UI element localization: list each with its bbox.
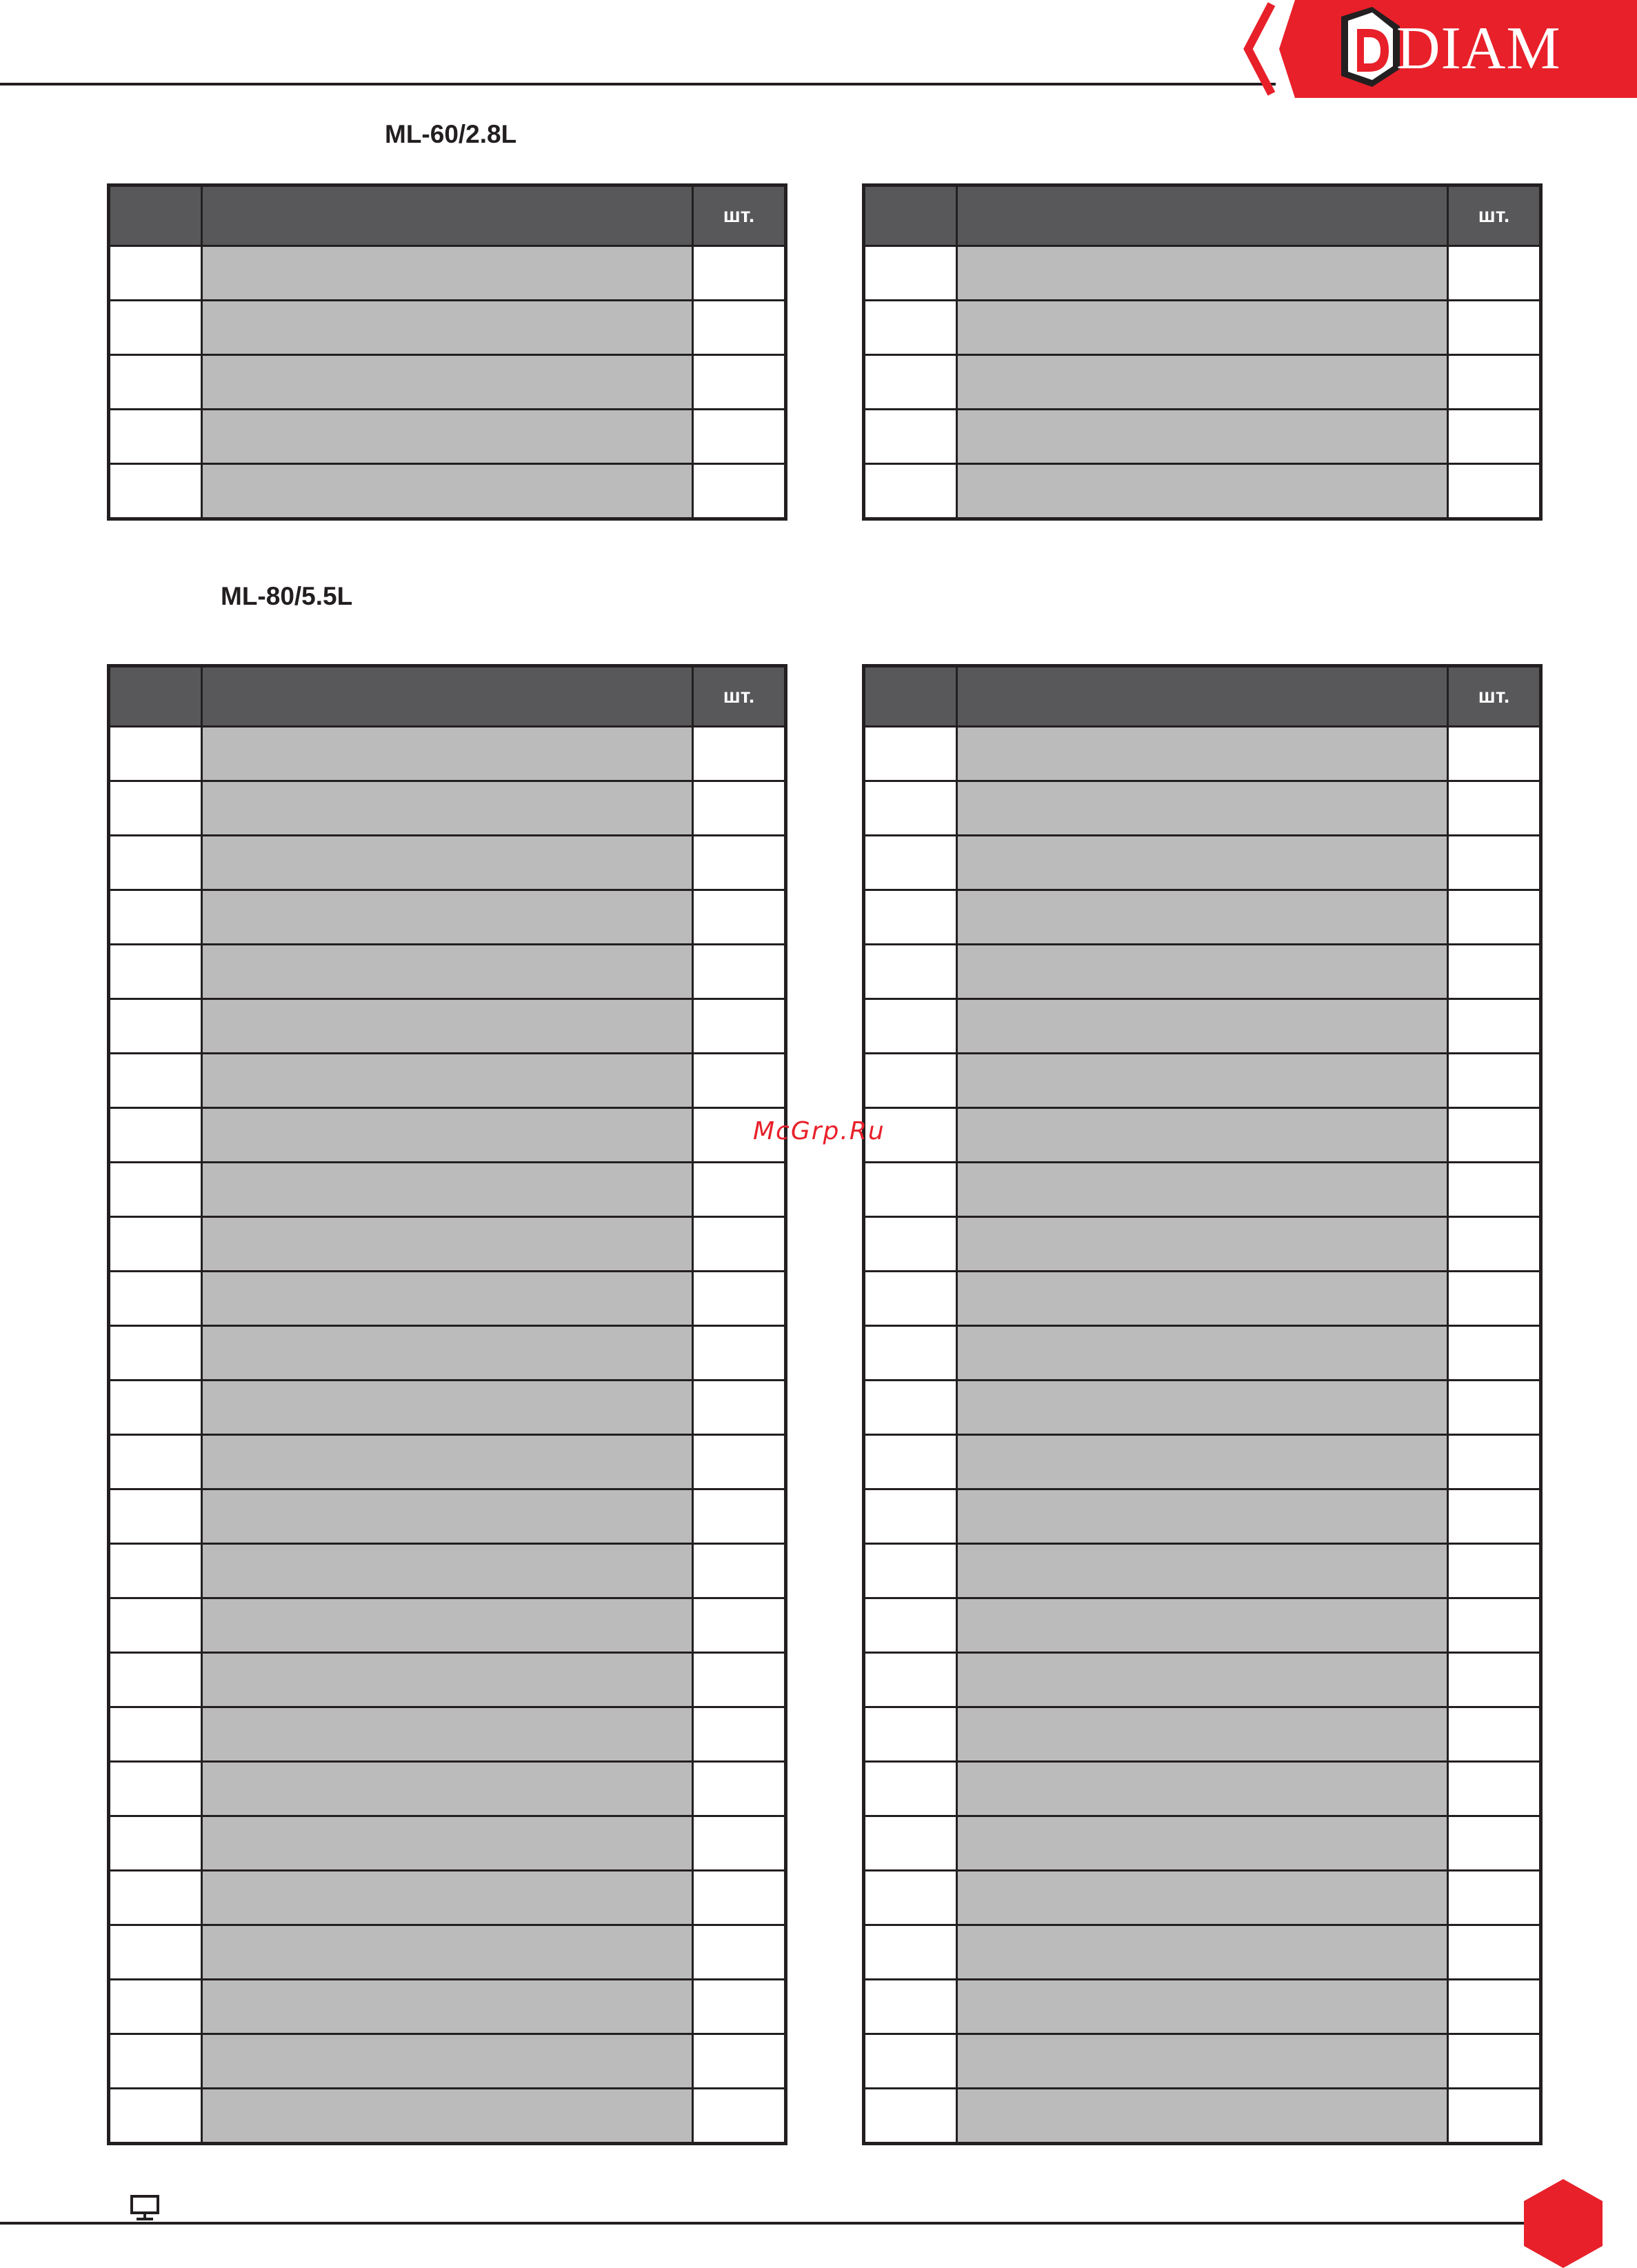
row-number-cell [109, 246, 202, 301]
table-row [864, 1871, 1541, 1925]
description-cell [202, 1272, 693, 1326]
quantity-cell [693, 945, 786, 999]
quantity-cell [1448, 1925, 1541, 1980]
description-cell [202, 1762, 693, 1816]
quantity-cell [693, 1272, 786, 1326]
parts-table-ml80-right [862, 664, 1543, 2145]
row-number-cell [864, 890, 957, 945]
description-cell [957, 355, 1448, 410]
row-number-cell [109, 727, 202, 781]
quantity-cell [693, 1653, 786, 1707]
row-number-cell [109, 1598, 202, 1653]
table-row [109, 890, 786, 945]
table-row [109, 1925, 786, 1980]
row-number-cell [109, 1326, 202, 1381]
quantity-cell [1448, 1762, 1541, 1816]
description-cell [202, 1054, 693, 1108]
row-number-cell [864, 1871, 957, 1925]
table-row [109, 999, 786, 1054]
table-row [864, 410, 1541, 464]
description-cell [957, 1925, 1448, 1980]
quantity-cell [1448, 246, 1541, 301]
row-number-cell [109, 2034, 202, 2089]
row-number-cell [109, 1544, 202, 1598]
row-number-cell [109, 1489, 202, 1544]
table-row [109, 1816, 786, 1871]
table-row [109, 1871, 786, 1925]
quantity-cell [693, 355, 786, 410]
table-row [109, 464, 786, 519]
section-title-ml60: ML-60/2.8L [385, 120, 517, 148]
quantity-cell [693, 1054, 786, 1108]
table-row [864, 890, 1541, 945]
quantity-cell [693, 1925, 786, 1980]
quantity-cell [693, 2034, 786, 2089]
description-cell [957, 464, 1448, 519]
description-cell [957, 1489, 1448, 1544]
row-number-cell [109, 410, 202, 464]
table-row [864, 1707, 1541, 1762]
description-cell [957, 246, 1448, 301]
quantity-cell [693, 890, 786, 945]
table-row [109, 2089, 786, 2144]
quantity-cell [693, 246, 786, 301]
quantity-cell [1448, 301, 1541, 355]
row-number-cell [864, 1217, 957, 1272]
table-row [109, 355, 786, 410]
row-number-cell [864, 1163, 957, 1217]
quantity-cell [1448, 727, 1541, 781]
row-number-cell [109, 1980, 202, 2034]
monitor-icon [130, 2194, 160, 2222]
row-number-cell [109, 1054, 202, 1108]
table-row [109, 1054, 786, 1108]
description-cell [957, 999, 1448, 1054]
quantity-cell [693, 999, 786, 1054]
table-row [109, 2034, 786, 2089]
quantity-cell [693, 410, 786, 464]
header-no [109, 185, 202, 246]
row-number-cell [109, 1762, 202, 1816]
description-cell [202, 727, 693, 781]
description-cell [957, 301, 1448, 355]
row-number-cell [109, 1163, 202, 1217]
table-row [864, 1108, 1541, 1163]
row-number-cell [864, 1816, 957, 1871]
table-row [864, 2034, 1541, 2089]
row-number-cell [864, 1707, 957, 1762]
table-row [109, 1435, 786, 1489]
description-cell [957, 1326, 1448, 1381]
header-desc [202, 185, 693, 246]
table-row [864, 2089, 1541, 2144]
header-no [864, 666, 957, 727]
description-cell [202, 1816, 693, 1871]
parts-table-ml60-left [107, 183, 787, 521]
quantity-cell [693, 781, 786, 836]
row-number-cell [864, 2089, 957, 2144]
row-number-cell [864, 999, 957, 1054]
quantity-cell [1448, 1598, 1541, 1653]
row-number-cell [864, 1326, 957, 1381]
description-cell [957, 945, 1448, 999]
quantity-cell [1448, 1653, 1541, 1707]
table-row [109, 410, 786, 464]
description-cell [202, 246, 693, 301]
parts-table-ml80-left [107, 664, 787, 2145]
table-row [109, 1653, 786, 1707]
description-cell [957, 1980, 1448, 2034]
table-row [109, 301, 786, 355]
row-number-cell [864, 246, 957, 301]
description-cell [202, 1707, 693, 1762]
quantity-cell [693, 1816, 786, 1871]
table-row [864, 1653, 1541, 1707]
table-row [109, 1272, 786, 1326]
description-cell [957, 1217, 1448, 1272]
hexagon-icon [1524, 2179, 1603, 2268]
table-row [864, 1598, 1541, 1653]
quantity-cell [1448, 1544, 1541, 1598]
section-title-ml80: ML-80/5.5L [221, 582, 353, 610]
description-cell [957, 1272, 1448, 1326]
quantity-cell [1448, 1272, 1541, 1326]
quantity-cell [693, 301, 786, 355]
description-cell [957, 781, 1448, 836]
quantity-cell [1448, 999, 1541, 1054]
description-cell [202, 1925, 693, 1980]
quantity-cell [693, 836, 786, 890]
table-row [864, 1326, 1541, 1381]
quantity-cell [1448, 1980, 1541, 2034]
description-cell [202, 1980, 693, 2034]
row-number-cell [864, 1489, 957, 1544]
description-cell [957, 1762, 1448, 1816]
description-cell [202, 1435, 693, 1489]
parts-table-ml60-right [862, 183, 1543, 521]
quantity-cell [1448, 1217, 1541, 1272]
row-number-cell [864, 727, 957, 781]
row-number-cell [864, 464, 957, 519]
description-cell [202, 1326, 693, 1381]
row-number-cell [109, 1272, 202, 1326]
quantity-cell [693, 1707, 786, 1762]
row-number-cell [864, 1272, 957, 1326]
description-cell [202, 410, 693, 464]
description-cell [957, 1544, 1448, 1598]
row-number-cell [109, 1707, 202, 1762]
row-number-cell [109, 2089, 202, 2144]
header-desc [957, 185, 1448, 246]
row-number-cell [109, 1108, 202, 1163]
quantity-cell [1448, 945, 1541, 999]
quantity-cell [1448, 1054, 1541, 1108]
table-row [109, 727, 786, 781]
description-cell [957, 410, 1448, 464]
table-row [864, 836, 1541, 890]
description-cell [202, 1381, 693, 1435]
description-cell [202, 464, 693, 519]
quantity-cell [1448, 355, 1541, 410]
row-number-cell [109, 1871, 202, 1925]
table-row [864, 781, 1541, 836]
table-row [864, 1054, 1541, 1108]
table-row [864, 1544, 1541, 1598]
quantity-cell [1448, 1108, 1541, 1163]
header-rule [0, 83, 1276, 86]
table-row [864, 1489, 1541, 1544]
quantity-cell [1448, 836, 1541, 890]
row-number-cell [109, 999, 202, 1054]
row-number-cell [864, 1598, 957, 1653]
quantity-cell [1448, 1816, 1541, 1871]
quantity-cell [693, 1762, 786, 1816]
row-number-cell [864, 1980, 957, 2034]
table-row [109, 1381, 786, 1435]
row-number-cell [109, 1925, 202, 1980]
quantity-cell [693, 1381, 786, 1435]
description-cell [957, 1108, 1448, 1163]
header-qty: шт. [1448, 666, 1541, 727]
description-cell [957, 1871, 1448, 1925]
description-cell [202, 781, 693, 836]
header-no [109, 666, 202, 727]
description-cell [202, 1217, 693, 1272]
description-cell [957, 2089, 1448, 2144]
quantity-cell [693, 1163, 786, 1217]
row-number-cell [109, 1381, 202, 1435]
table-row [109, 246, 786, 301]
quantity-cell [1448, 2089, 1541, 2144]
quantity-cell [693, 1489, 786, 1544]
table-row [864, 355, 1541, 410]
description-cell [202, 1598, 693, 1653]
table-row [864, 1272, 1541, 1326]
description-cell [202, 1653, 693, 1707]
table-row [109, 1707, 786, 1762]
quantity-cell [693, 727, 786, 781]
header-qty: шт. [693, 185, 786, 246]
row-number-cell [109, 945, 202, 999]
row-number-cell [864, 1653, 957, 1707]
description-cell [202, 301, 693, 355]
quantity-cell [693, 464, 786, 519]
description-cell [957, 1435, 1448, 1489]
description-cell [202, 1871, 693, 1925]
row-number-cell [864, 836, 957, 890]
description-cell [957, 1653, 1448, 1707]
quantity-cell [693, 1544, 786, 1598]
table-row [109, 945, 786, 999]
row-number-cell [864, 1054, 957, 1108]
quantity-cell [1448, 1435, 1541, 1489]
description-cell [202, 999, 693, 1054]
quantity-cell [693, 1598, 786, 1653]
table-row [864, 1381, 1541, 1435]
description-cell [957, 1381, 1448, 1435]
description-cell [957, 1707, 1448, 1762]
row-number-cell [864, 301, 957, 355]
watermark: McGrp.Ru [753, 1117, 885, 1145]
quantity-cell [1448, 2034, 1541, 2089]
header-desc [957, 666, 1448, 727]
row-number-cell [864, 945, 957, 999]
table-row [864, 999, 1541, 1054]
header-qty: шт. [1448, 185, 1541, 246]
row-number-cell [864, 410, 957, 464]
table-row [864, 246, 1541, 301]
table-row [864, 1816, 1541, 1871]
description-cell [202, 355, 693, 410]
table-row [109, 1326, 786, 1381]
quantity-cell [1448, 1381, 1541, 1435]
description-cell [957, 890, 1448, 945]
quantity-cell [1448, 1326, 1541, 1381]
table-row [864, 1217, 1541, 1272]
row-number-cell [864, 1925, 957, 1980]
quantity-cell [1448, 464, 1541, 519]
row-number-cell [109, 781, 202, 836]
brand-name: DIAM [1396, 15, 1561, 82]
description-cell [202, 2034, 693, 2089]
table-row [109, 781, 786, 836]
row-number-cell [109, 1816, 202, 1871]
table-row [864, 1980, 1541, 2034]
description-cell [202, 945, 693, 999]
table-row [109, 1217, 786, 1272]
description-cell [957, 1598, 1448, 1653]
description-cell [202, 1163, 693, 1217]
description-cell [202, 890, 693, 945]
description-cell [957, 836, 1448, 890]
header-desc [202, 666, 693, 727]
description-cell [957, 2034, 1448, 2089]
quantity-cell [693, 1217, 786, 1272]
row-number-cell [864, 355, 957, 410]
table-row [109, 1598, 786, 1653]
quantity-cell [1448, 1871, 1541, 1925]
description-cell [957, 1054, 1448, 1108]
table-row [864, 1925, 1541, 1980]
quantity-cell [693, 2089, 786, 2144]
description-cell [957, 1163, 1448, 1217]
row-number-cell [109, 1217, 202, 1272]
table-row [109, 836, 786, 890]
table-row [864, 1762, 1541, 1816]
table-row [864, 1163, 1541, 1217]
description-cell [202, 1489, 693, 1544]
table-row [109, 1163, 786, 1217]
description-cell [202, 2089, 693, 2144]
description-cell [202, 836, 693, 890]
footer-rule [0, 2222, 1545, 2225]
table-row [109, 1108, 786, 1163]
quantity-cell [1448, 1163, 1541, 1217]
table-row [864, 727, 1541, 781]
quantity-cell [1448, 1489, 1541, 1544]
quantity-cell [693, 1435, 786, 1489]
row-number-cell [109, 1653, 202, 1707]
row-number-cell [109, 464, 202, 519]
quantity-cell [1448, 781, 1541, 836]
row-number-cell [109, 836, 202, 890]
row-number-cell [864, 1381, 957, 1435]
row-number-cell [864, 1435, 957, 1489]
row-number-cell [109, 301, 202, 355]
row-number-cell [864, 1544, 957, 1598]
description-cell [202, 1544, 693, 1598]
row-number-cell [109, 355, 202, 410]
quantity-cell [693, 1871, 786, 1925]
table-row [109, 1762, 786, 1816]
quantity-cell [693, 1980, 786, 2034]
table-row [864, 1435, 1541, 1489]
row-number-cell [109, 890, 202, 945]
header-no [864, 185, 957, 246]
brand-logo [1241, 0, 1637, 98]
table-row [109, 1544, 786, 1598]
table-row [864, 464, 1541, 519]
description-cell [957, 1816, 1448, 1871]
table-row [864, 301, 1541, 355]
description-cell [957, 727, 1448, 781]
table-row [109, 1980, 786, 2034]
quantity-cell [1448, 890, 1541, 945]
description-cell [202, 1108, 693, 1163]
row-number-cell [864, 781, 957, 836]
table-row [864, 945, 1541, 999]
row-number-cell [109, 1435, 202, 1489]
table-row [109, 1489, 786, 1544]
quantity-cell [693, 1326, 786, 1381]
row-number-cell [864, 1762, 957, 1816]
quantity-cell [1448, 1707, 1541, 1762]
row-number-cell [864, 2034, 957, 2089]
header-qty: шт. [693, 666, 786, 727]
quantity-cell [1448, 410, 1541, 464]
